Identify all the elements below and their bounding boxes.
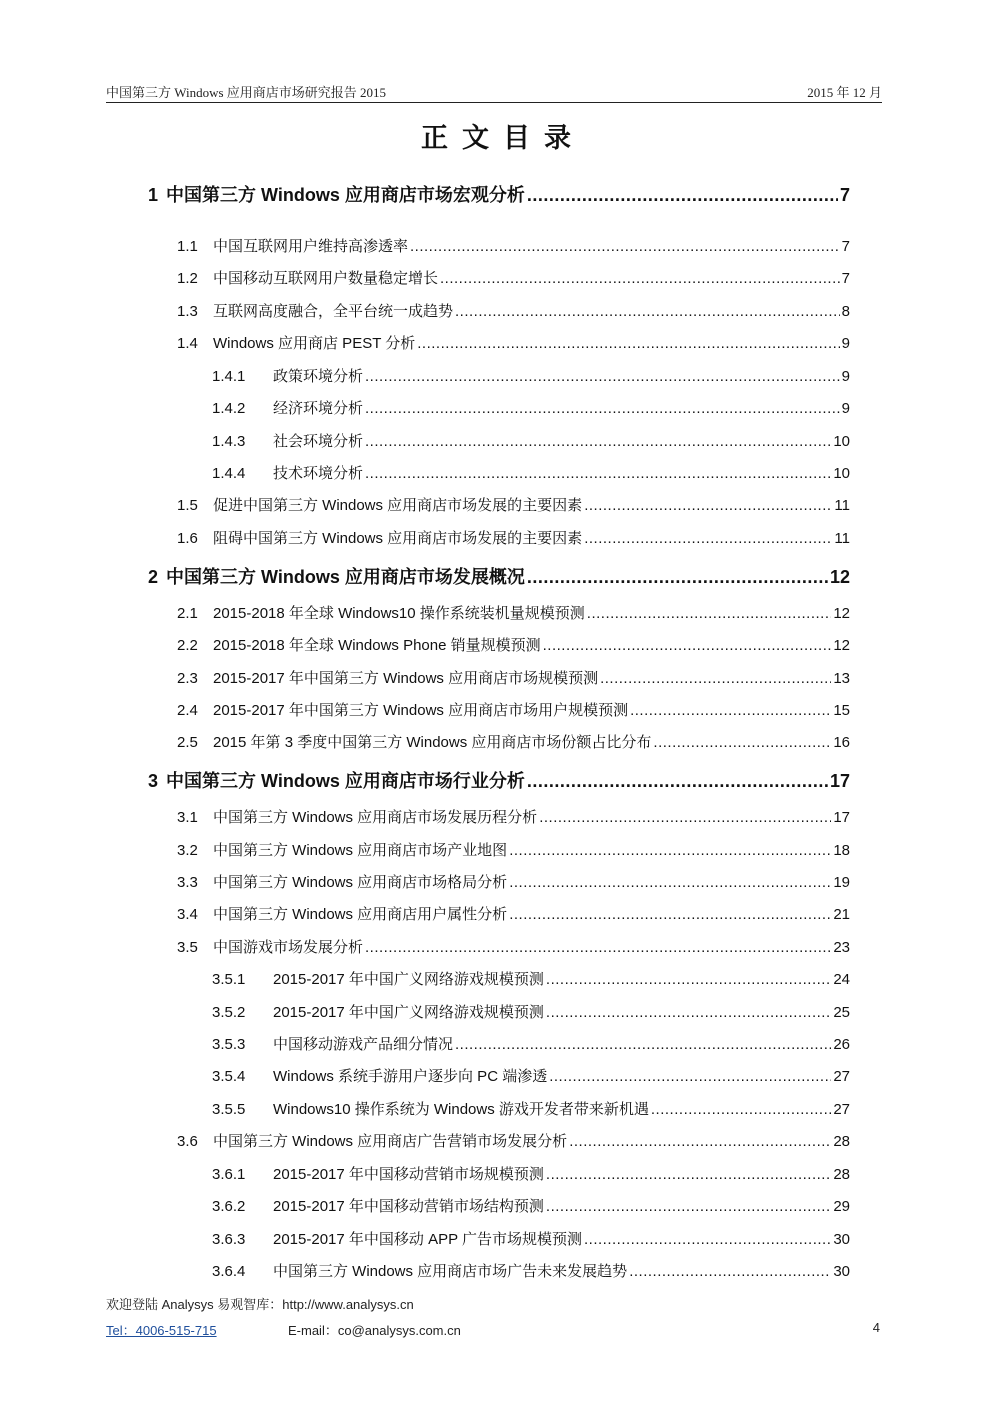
toc-number: 3.6.1 (212, 1166, 246, 1183)
toc-title: 中国互联网用户维持高渗透率 (213, 238, 409, 255)
toc-leader (543, 637, 832, 655)
toc-page: 10 (833, 465, 850, 482)
toc-title: 2015-2017 年中国移动营销市场结构预测 (273, 1198, 544, 1215)
toc-page: 8 (841, 303, 850, 320)
toc-leader (600, 670, 831, 688)
toc-entry-3[interactable] (148, 767, 850, 793)
toc-page: 7 (841, 238, 850, 255)
toc-number: 3.5.3 (212, 1036, 246, 1053)
toc-entry-3-6[interactable] (177, 1130, 850, 1151)
toc-title: 2015-2018 年全球 Windows10 操作系统装机量规模预测 (213, 605, 585, 622)
footer-tel-link[interactable]: Tel：4006-515-715 (106, 1323, 217, 1338)
toc-title: 中国第三方 Windows 应用商店用户属性分析 (213, 906, 508, 923)
toc-entry-1-4-3[interactable] (212, 430, 850, 451)
toc-number: 3.6.3 (212, 1231, 246, 1248)
toc-number: 3.6 (177, 1133, 198, 1150)
toc-title: 2015-2017 年中国第三方 Windows 应用商店市场规模预测 (213, 670, 599, 687)
toc-leader (365, 400, 840, 418)
toc-page: 28 (833, 1133, 850, 1150)
toc-number: 3.6.2 (212, 1198, 246, 1215)
toc-number: 1.4.4 (212, 465, 246, 482)
toc-page: 13 (833, 670, 850, 687)
toc-title: 中国第三方 Windows 应用商店市场广告未来发展趋势 (273, 1263, 628, 1280)
toc-page: 12 (829, 567, 850, 587)
toc-title: Windows10 操作系统为 Windows 游戏开发者带来新机遇 (273, 1101, 649, 1118)
toc-title: 2015 年第 3 季度中国第三方 Windows 应用商店市场份额占比分布 (213, 734, 652, 751)
toc-leader (455, 1036, 831, 1054)
toc-page: 9 (841, 400, 850, 417)
toc-page: 9 (841, 335, 850, 352)
toc-title: 2015-2017 年中国广义网络游戏规模预测 (273, 1004, 544, 1021)
toc-page: 15 (833, 702, 850, 719)
toc-page: 27 (833, 1068, 850, 1085)
toc-leader (365, 433, 831, 451)
toc-entry-3-6-3[interactable] (212, 1228, 850, 1249)
toc-number: 3.3 (177, 874, 198, 891)
toc-entry-3-5-2[interactable] (212, 1001, 850, 1022)
toc-entry-2-1[interactable] (177, 602, 850, 623)
toc-entry-2-4[interactable] (177, 699, 850, 720)
toc-number: 1.4.1 (212, 368, 246, 385)
toc-title: Windows 系统手游用户逐步向 PC 端渗透 (273, 1068, 548, 1085)
toc-entry-3-5[interactable] (177, 936, 850, 957)
toc-page: 16 (833, 734, 850, 751)
footer-welcome: 欢迎登陆 Analysys 易观智库：http://www.analysys.cn (106, 1297, 414, 1312)
toc-page: 17 (829, 771, 850, 791)
toc-page: 24 (833, 971, 850, 988)
toc-number: 3.5.5 (212, 1101, 246, 1118)
toc-page: 26 (833, 1036, 850, 1053)
toc-entry-1-5[interactable] (177, 494, 850, 515)
toc-page: 30 (833, 1263, 850, 1280)
toc-title: 中国第三方 Windows 应用商店市场发展历程分析 (213, 809, 538, 826)
toc-entry-3-5-5[interactable] (212, 1098, 850, 1119)
toc-leader (549, 1068, 831, 1086)
toc-entry-1-4-1[interactable] (212, 365, 850, 386)
toc-leader (365, 368, 840, 386)
toc-page: 29 (833, 1198, 850, 1215)
toc-entry-2-3[interactable] (177, 667, 850, 688)
toc-leader (455, 303, 840, 321)
toc-title: 2015-2017 年中国广义网络游戏规模预测 (273, 971, 544, 988)
toc-title: 互联网高度融合，全平台统一成趋势 (213, 303, 454, 320)
toc-title: 2015-2018 年全球 Windows Phone 销量规模预测 (213, 637, 541, 654)
toc-page: 21 (833, 906, 850, 923)
page-footer (106, 1320, 882, 1340)
toc-title: 中国移动游戏产品细分情况 (273, 1036, 454, 1053)
toc-leader (546, 1004, 831, 1022)
toc-entry-1-2[interactable] (177, 267, 850, 288)
toc-entry-1-4-4[interactable] (212, 462, 850, 483)
toc-title: 2015-2017 年中国移动营销市场规模预测 (273, 1166, 544, 1183)
toc-entry-3-3[interactable] (177, 871, 850, 892)
toc-leader (509, 906, 831, 924)
toc-leader (539, 809, 831, 827)
toc-number: 2 (148, 567, 159, 587)
toc-number: 3.2 (177, 842, 198, 859)
toc-entry-3-4[interactable] (177, 903, 850, 924)
toc-title: 政策环境分析 (273, 368, 364, 385)
toc-number: 1.6 (177, 530, 198, 547)
toc-entry-1-3[interactable] (177, 300, 850, 321)
page-number: 4 (872, 1320, 880, 1335)
toc-entry-2[interactable] (148, 563, 850, 589)
toc-leader (417, 335, 839, 353)
toc-title: 中国第三方 Windows 应用商店市场行业分析 (166, 771, 525, 791)
toc-number: 2.1 (177, 605, 198, 622)
toc-leader (584, 1231, 831, 1249)
toc-title: Windows 应用商店 PEST 分析 (213, 335, 416, 352)
toc-page: 18 (833, 842, 850, 859)
toc-page: 23 (833, 939, 850, 956)
toc-page: 25 (833, 1004, 850, 1021)
toc-entry-3-6-2[interactable] (212, 1195, 850, 1216)
toc-leader (584, 497, 832, 515)
toc-entry-1-4[interactable] (177, 332, 850, 353)
toc-leader (440, 270, 840, 288)
toc-leader (630, 702, 831, 720)
toc-title: 中国第三方 Windows 应用商店市场格局分析 (213, 874, 508, 891)
toc-number: 1.5 (177, 497, 198, 514)
toc-number: 1.4.3 (212, 433, 246, 450)
toc-leader (410, 238, 840, 256)
toc-title: 社会环境分析 (273, 433, 364, 450)
toc-entry-3-5-3[interactable] (212, 1033, 850, 1054)
toc-number: 2.3 (177, 670, 198, 687)
toc-page: 7 (841, 270, 850, 287)
toc-entry-3-6-4[interactable] (212, 1260, 850, 1281)
toc-number: 2.2 (177, 637, 198, 654)
toc-leader (509, 842, 831, 860)
footer-email: E-mail：co@analysys.com.cn (288, 1323, 461, 1338)
toc-leader (651, 1101, 831, 1119)
header-report-title: 中国第三方 Windows 应用商店市场研究报告 2015 (106, 85, 387, 100)
toc-page: 30 (833, 1231, 850, 1248)
toc-entry-3-1[interactable] (177, 806, 850, 827)
toc-page: 12 (833, 637, 850, 654)
toc-title: 中国第三方 Windows 应用商店市场产业地图 (213, 842, 508, 859)
toc-title: 中国第三方 Windows 应用商店市场发展概况 (166, 567, 525, 587)
toc-entry-3-6-1[interactable] (212, 1163, 850, 1184)
header-date: 2015 年 12 月 (807, 85, 882, 100)
toc-number: 3.5.2 (212, 1004, 246, 1021)
toc-entry-1-1[interactable] (177, 235, 850, 256)
toc-entry-1-6[interactable] (177, 527, 850, 548)
toc-leader (587, 605, 832, 623)
toc-number: 2.4 (177, 702, 198, 719)
toc-leader (365, 939, 831, 957)
toc-page: 10 (833, 433, 850, 450)
toc-leader (365, 465, 831, 483)
toc-number: 1.1 (177, 238, 198, 255)
toc-page: 28 (833, 1166, 850, 1183)
toc-leader (629, 1263, 831, 1281)
toc-title: 中国移动互联网用户数量稳定增长 (213, 270, 439, 287)
toc-leader (569, 1133, 831, 1151)
toc-number: 1.4.2 (212, 400, 246, 417)
toc-page: 19 (833, 874, 850, 891)
toc-number: 1.2 (177, 270, 198, 287)
toc-title: 技术环境分析 (273, 465, 364, 482)
toc-leader (527, 567, 828, 589)
toc-page: 11 (834, 530, 850, 547)
toc-number: 3 (148, 771, 159, 791)
toc-number: 3.5.1 (212, 971, 246, 988)
toc-leader (546, 971, 831, 989)
toc-entry-2-5[interactable] (177, 731, 850, 752)
toc-entry-1-4-2[interactable] (212, 397, 850, 418)
toc-number: 3.4 (177, 906, 198, 923)
toc-title: 2015-2017 年中国移动 APP 广告市场规模预测 (273, 1231, 582, 1248)
toc-entry-1[interactable] (148, 181, 850, 207)
toc-page: 7 (839, 185, 850, 205)
toc-page: 12 (833, 605, 850, 622)
toc-entry-3-5-1[interactable] (212, 968, 850, 989)
toc-leader (546, 1198, 831, 1216)
toc-page: 11 (834, 497, 850, 514)
toc-title: 促进中国第三方 Windows 应用商店市场发展的主要因素 (213, 497, 583, 514)
toc-number: 2.5 (177, 734, 198, 751)
toc-leader (509, 874, 831, 892)
toc-leader (584, 530, 832, 548)
toc-entry-2-2[interactable] (177, 634, 850, 655)
toc-number: 3.5 (177, 939, 198, 956)
toc-page: 27 (833, 1101, 850, 1118)
toc-title: 经济环境分析 (273, 400, 364, 417)
toc-title: 中国游戏市场发展分析 (213, 939, 364, 956)
toc-title: 阻碍中国第三方 Windows 应用商店市场发展的主要因素 (213, 530, 583, 547)
toc-number: 3.5.4 (212, 1068, 246, 1085)
toc-number: 1 (148, 185, 159, 205)
toc-page: 17 (833, 809, 850, 826)
toc-entry-3-5-4[interactable] (212, 1065, 850, 1086)
toc-leader (546, 1166, 831, 1184)
page-title: 正文目录 (421, 123, 585, 154)
toc-number: 1.3 (177, 303, 198, 320)
toc-title: 中国第三方 Windows 应用商店市场宏观分析 (166, 185, 525, 205)
toc-page: 9 (841, 368, 850, 385)
toc-leader (653, 734, 831, 752)
toc-number: 3.1 (177, 809, 198, 826)
toc-title: 2015-2017 年中国第三方 Windows 应用商店市场用户规模预测 (213, 702, 629, 719)
toc-number: 3.6.4 (212, 1263, 246, 1280)
toc-number: 1.4 (177, 335, 198, 352)
toc-leader (527, 771, 828, 793)
toc-leader (527, 185, 838, 207)
toc-title: 中国第三方 Windows 应用商店广告营销市场发展分析 (213, 1133, 568, 1150)
toc-entry-3-2[interactable] (177, 839, 850, 860)
